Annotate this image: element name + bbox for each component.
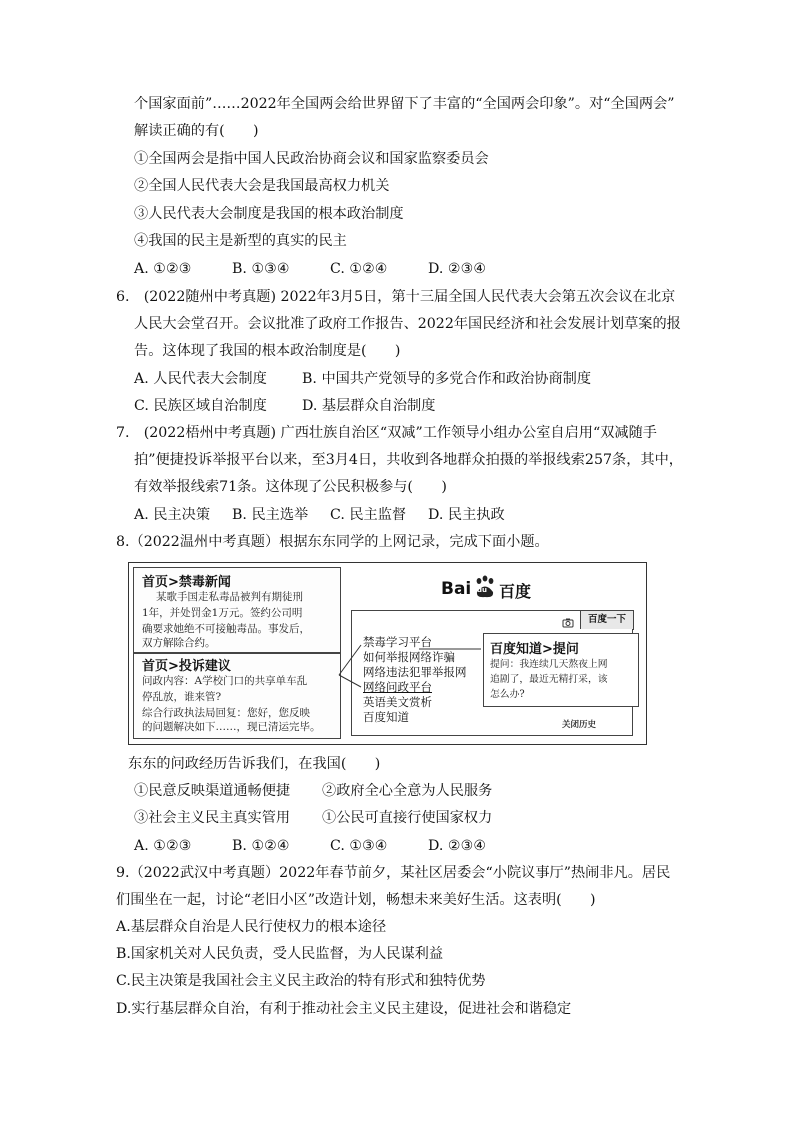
q8-option-d: D. ②③④ [428,838,487,854]
search-input[interactable] [351,610,581,630]
q8-statement-1: ①民意反映渠道通畅便捷 [134,783,291,799]
q6-option-c: C. 民族区域自治制度 [134,398,267,414]
q5-option-b: B. ①③④ [232,261,290,277]
zhidao-text-line-2: 追剧了，最近无精打采，该 [490,674,608,685]
q7-line-1: 7. (2022梧州中考真题) 广西壮族自治区“双减”工作领导小组办公室自启用“双减随手 [116,425,657,441]
complaint-text-line-4: 的问题解决如下……，现已清运完毕。 [142,721,321,733]
news-text-line-1: 某歌手国走私毒品被判有期徒刑 [156,591,303,603]
q5-statement-3: ③人民代表大会制度是我国的根本政治制度 [134,206,404,222]
news-text-line-2: 1年，并处罚金1万元。签约公司明 [142,607,303,619]
news-text-line-3: 确要求她绝不可接触毒品。事发后， [142,623,310,635]
baidu-logo-text-bai: Bai [441,579,472,599]
history-item-english-essays[interactable]: 英语美文赏析 [363,695,432,709]
complaint-panel [133,653,341,739]
news-text-line-4: 双方解除合约。 [142,637,216,649]
zhidao-text-line-1: 提问：我连续几天熬夜上网 [490,659,608,670]
zhidao-text-line-3: 怎么办? [490,689,525,700]
q5-statement-1: ①全国两会是指中国人民政治协商会议和国家监察委员会 [134,151,489,167]
q7-option-c: C. 民主监督 [330,507,407,523]
q9-line-1: 9.（2022武汉中考真题）2022年春节前夕，某社区居委会“小院议事厅”热闹非凡。居民 [116,865,671,881]
baidu-logo [441,573,591,603]
baidu-logo-text-du: du [477,586,487,594]
q5-statement-4: ④我国的民主是新型的真实的民主 [134,233,347,249]
zhidao-title: 百度知道>提问 [490,642,579,657]
q5-statement-2: ②全国人民代表大会是我国最高权力机关 [134,178,390,194]
q8-statement-4: ①公民可直接行使国家权力 [322,810,493,826]
q8-statement-2: ②政府全心全意为人民服务 [322,783,493,799]
q8-option-b: B. ①②④ [232,838,290,854]
q8-line-1: 8.（2022温州中考真题）根据东东同学的上网记录，完成下面小题。 [116,534,549,550]
q5-line-2: 解读正确的有( ) [134,123,259,139]
q8-option-a: A. ①②③ [134,838,192,854]
browsing-history-figure [128,562,647,745]
anti-drug-news-title: 首页>禁毒新闻 [142,575,231,590]
q9-option-d: D.实行基层群众自治，有利于推动社会主义民主建设，促进社会和谐稳定 [116,1001,572,1017]
close-history-link[interactable]: 关闭历史 [562,720,597,730]
q9-option-a: A.基层群众自治是人民行使权力的根本途径 [116,919,387,935]
q6-line-2: 人民大会堂召开。会议批准了政府工作报告、2022年国民经济和社会发展计划草案的报 [134,316,681,332]
q7-line-2: 拍”便捷投诉举报平台以来，至3月4日，共收到各地群众拍摄的举报线索257条，其中， [134,452,683,468]
q8-stem: 东东的问政经历告诉我们，在我国( ) [128,756,381,772]
search-button[interactable]: 百度一下 [580,610,634,630]
q5-option-d: D. ②③④ [428,261,487,277]
q7-option-a: A. 民主决策 [134,507,211,523]
anti-drug-news-panel [133,567,341,653]
q9-option-b: B.国家机关对人民负责，受人民监督，为人民谋利益 [116,946,444,962]
q6-option-a: A. 人民代表大会制度 [134,371,267,387]
history-item-baidu-zhidao[interactable]: 百度知道 [363,710,409,724]
q7-option-d: D. 民主执政 [428,507,505,523]
q6-option-d: D. 基层群众自治制度 [302,398,436,414]
q8-option-c: C. ①③④ [330,838,388,854]
camera-icon[interactable] [562,614,574,626]
q6-line-3: 告。这体现了我国的根本政治制度是( ) [134,343,401,359]
q5-option-c: C. ①②④ [330,261,388,277]
q8-statement-3: ③社会主义民主真实管用 [134,810,291,826]
q6-option-b: B. 中国共产党领导的多党合作和政治协商制度 [302,371,592,387]
q5-line-1: 个国家面前”……2022年全国两会给世界留下了丰富的“全国两会印象”。对“全国两会” [134,96,675,112]
q9-option-c: C.民主决策是我国社会主义民主政治的特有形式和独特优势 [116,973,486,989]
q7-line-3: 有效举报线索71条。这体现了公民积极参与( ) [134,479,447,495]
complaint-text-line-2: 停乱放，谁来管? [142,691,222,703]
q6-line-1: 6. (2022随州中考真题) 2022年3月5日，第十三届全国人民代表大会第五次会议在北京 [116,289,676,305]
history-item-anti-drug[interactable]: 禁毒学习平台 [363,635,432,649]
history-item-online-petition[interactable]: 网络问政平台 [363,680,432,694]
q5-option-a: A. ①②③ [134,261,192,277]
history-item-cybercrime[interactable]: 网络违法犯罪举报网 [363,665,467,679]
complaint-title: 首页>投诉建议 [142,659,231,674]
complaint-text-line-1: 问政内容：A学校门口的共享单车乱 [142,675,308,687]
q7-option-b: B. 民主选举 [232,507,309,523]
q9-line-2: 们围坐在一起，讨论“老旧小区”改造计划，畅想未来美好生活。这表明( ) [116,892,596,908]
baidu-logo-text-cn: 百度 [499,582,532,601]
complaint-text-line-3: 综合行政执法局回复：您好，您反映 [142,707,310,719]
history-item-report-fraud[interactable]: 如何举报网络诈骗 [363,650,455,664]
zhidao-question-panel [483,633,639,707]
